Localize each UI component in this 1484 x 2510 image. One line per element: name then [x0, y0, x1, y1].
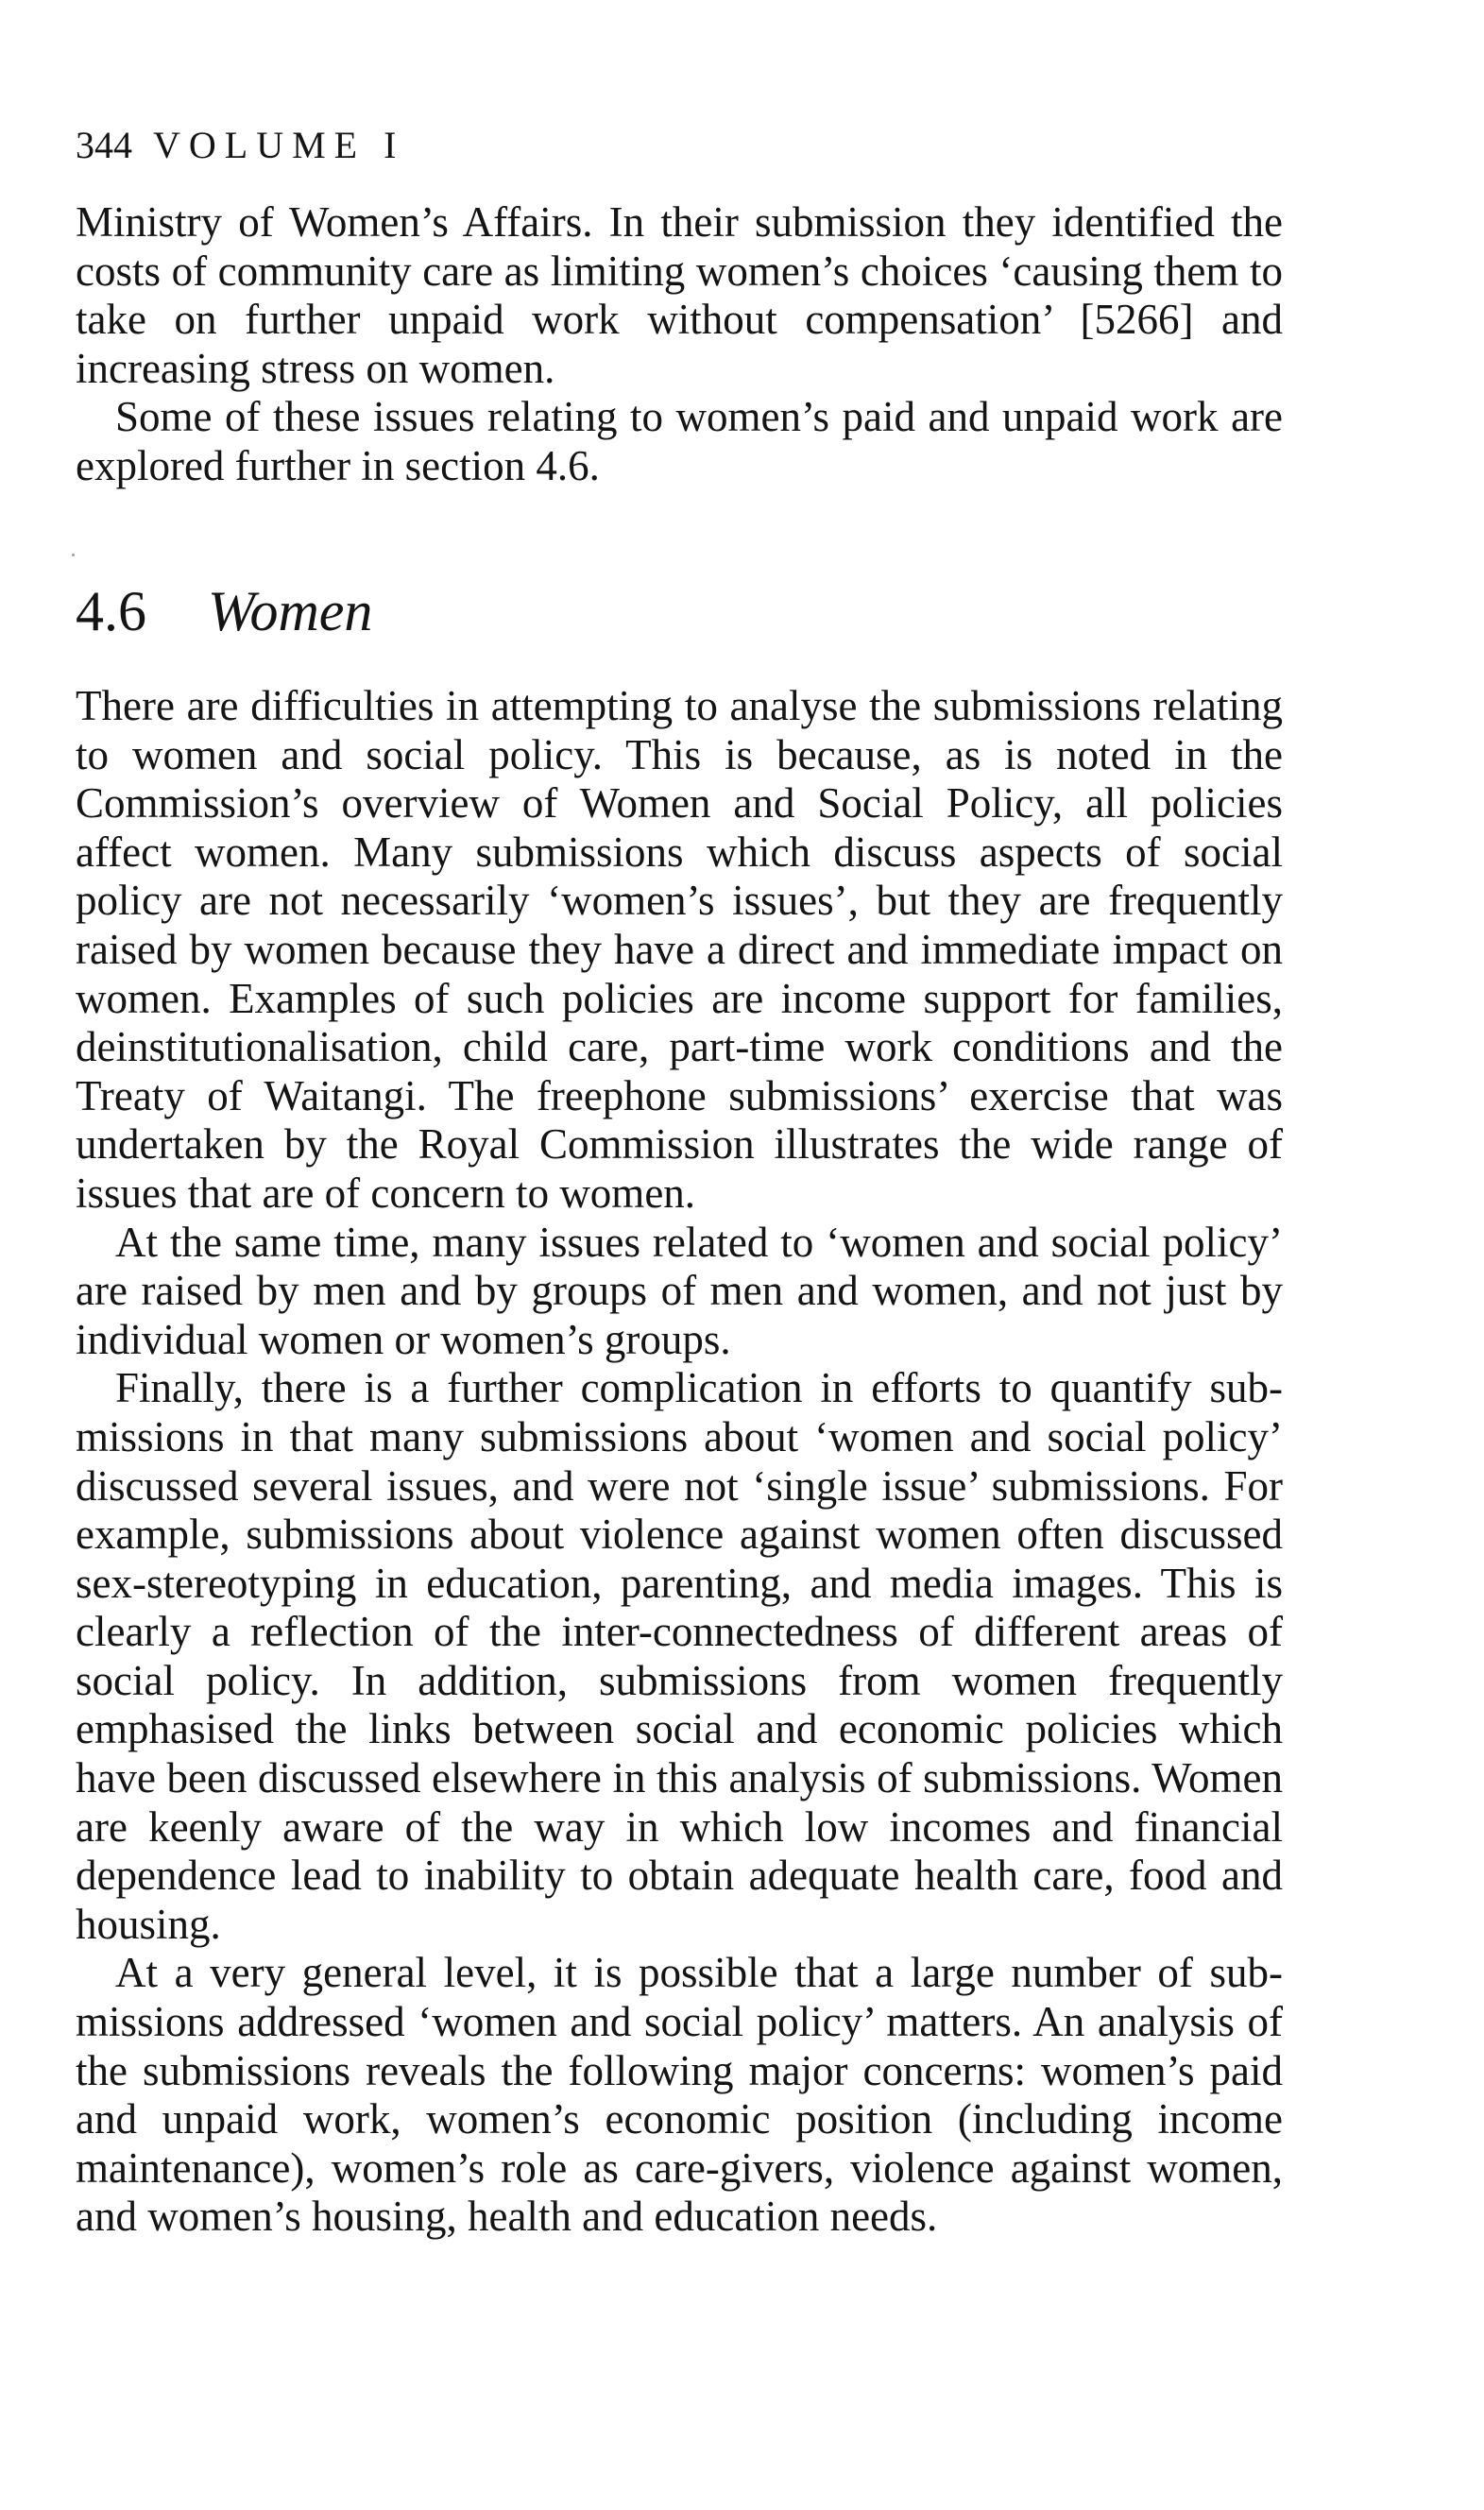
paragraph-continued: Ministry of Women’s Affairs. In their submission they identified the costs of community care as limiting women’s choices ‘causing them to take on further unpaid work without compensation’ [5266] and increasing stress on women. [76, 198, 1283, 392]
page-number: 344 [76, 124, 132, 166]
paragraph-cross-reference: Some of these issues relating to women’s paid and unpaid work are explored further in section 4.6. [76, 393, 1283, 489]
running-head [76, 123, 404, 167]
section-paragraph-2: At the same time, many issues related to ‘women and social policy’ are raised by men and by groups of men and women, and not just by individual women or women’s groups. [76, 1218, 1283, 1363]
print-speck [72, 554, 75, 556]
section-paragraph-3: Finally, there is a further complication in efforts to quantify submissions in that many submissions about ‘women and social policy’ discussed several issues, and were not ‘single issue’ submissions. For example, submissions about violence against women often discussed sex-stereotyping in education, parenting, and media images. This is clearly a reflection of the inter-connectedness of different areas of social policy. In addition, submissions from women frequently emphasised the links between social and economic policies which have been discussed elsewhere in this analysis of submissions. Women are keenly aware of the way in which low incomes and financial dependence lead to inability to obtain adequate health care, food and housing. [76, 1364, 1283, 1948]
volume-label: VOLUME I [153, 124, 405, 166]
section-heading [76, 578, 372, 644]
section-title: Women [208, 580, 373, 642]
section-number: 4.6 [76, 580, 146, 642]
top-section [76, 198, 1283, 491]
section-paragraph-1: There are difficulties in attempting to analyse the submissions relating to women and social policy. This is because, as is noted in the Commission’s overview of Women and Social Policy, all policies affect women. Many submissions which discuss aspects of social policy are not necessarily ‘women’s issues’, but they are frequently raised by women because they have a direct and immediate impact on women. Examples of such policies are income support for families, deinstitutionalisation, child care, part-time work conditions and the Treaty of Waitangi. The freephone submissions’ exercise that was undertaken by the Royal Commission illustrates the wide range of issues that are of concern to women. [76, 682, 1283, 1217]
section-body [76, 682, 1283, 2242]
section-paragraph-4: At a very general level, it is possible that a large number of submissions addressed ‘women and social policy’ matters. An analysis of the submissions reveals the following major concerns: women’s paid and unpaid work, women’s economic position (including income maintenance), women’s role as care-givers, violence against women, and women’s housing, health and education needs. [76, 1949, 1283, 2241]
